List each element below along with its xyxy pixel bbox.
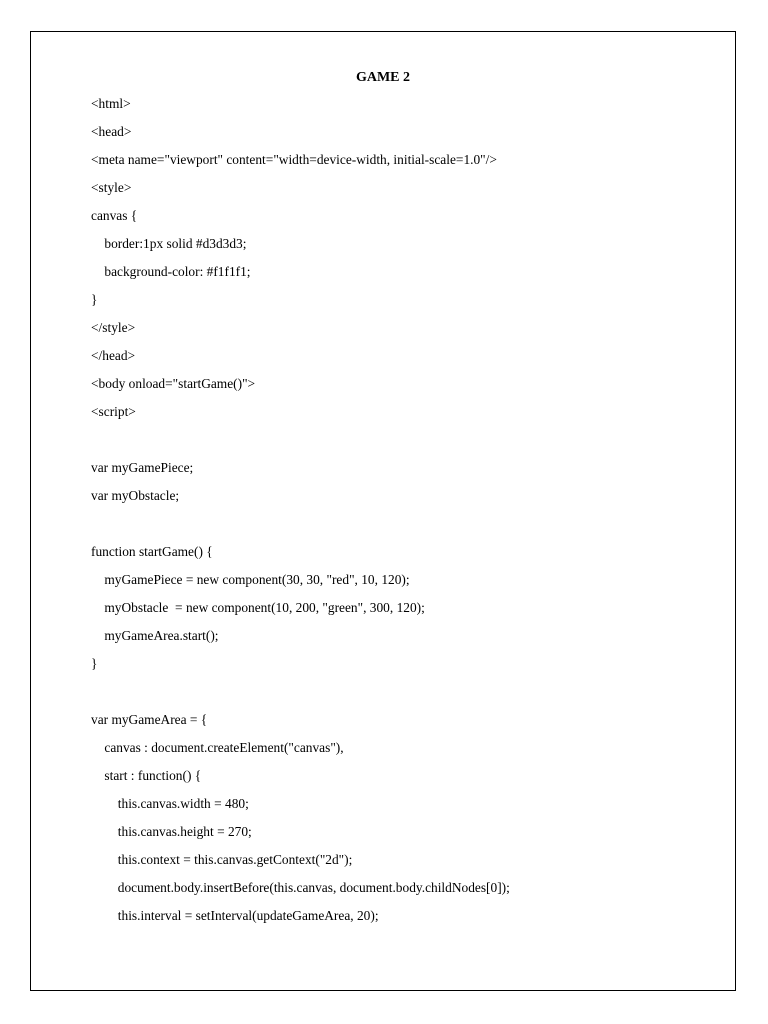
code-line: } [91, 656, 98, 671]
code-line [91, 432, 510, 460]
code-line: this.context = this.canvas.getContext("2d"); [91, 852, 353, 867]
code-line: this.canvas.height = 270; [91, 824, 252, 839]
code-line: canvas { [91, 208, 138, 223]
code-line: <style> [91, 180, 132, 195]
code-line: var myGameArea = { [91, 712, 208, 727]
code-line: <head> [91, 124, 132, 139]
code-line: start : function() { [91, 768, 202, 783]
code-line: <body onload="startGame()"> [91, 376, 256, 391]
code-line [91, 516, 510, 544]
code-line: function startGame() { [91, 544, 213, 559]
code-line: <meta name="viewport" content="width=device-width, initial-scale=1.0"/> [91, 152, 497, 167]
code-line: myGameArea.start(); [91, 628, 219, 643]
code-line: var myGamePiece; [91, 460, 194, 475]
code-line: border:1px solid #d3d3d3; [91, 236, 247, 251]
code-line: document.body.insertBefore(this.canvas, document.body.childNodes[0]); [91, 880, 510, 895]
code-listing [91, 96, 510, 936]
code-line: myGamePiece = new component(30, 30, "red", 10, 120); [91, 572, 410, 587]
code-line: this.interval = setInterval(updateGameArea, 20); [91, 908, 379, 923]
code-line: var myObstacle; [91, 488, 180, 503]
code-line: <html> [91, 96, 131, 111]
code-line: background-color: #f1f1f1; [91, 264, 251, 279]
code-line: <script> [91, 404, 136, 419]
document-page [30, 31, 736, 991]
code-line: this.canvas.width = 480; [91, 796, 249, 811]
code-line: canvas : document.createElement("canvas"), [91, 740, 344, 755]
code-line [91, 684, 510, 712]
code-line: myObstacle = new component(10, 200, "green", 300, 120); [91, 600, 425, 615]
document-title: GAME 2 [355, 70, 411, 85]
code-line: </head> [91, 348, 136, 363]
code-line: } [91, 292, 98, 307]
code-line: </style> [91, 320, 136, 335]
